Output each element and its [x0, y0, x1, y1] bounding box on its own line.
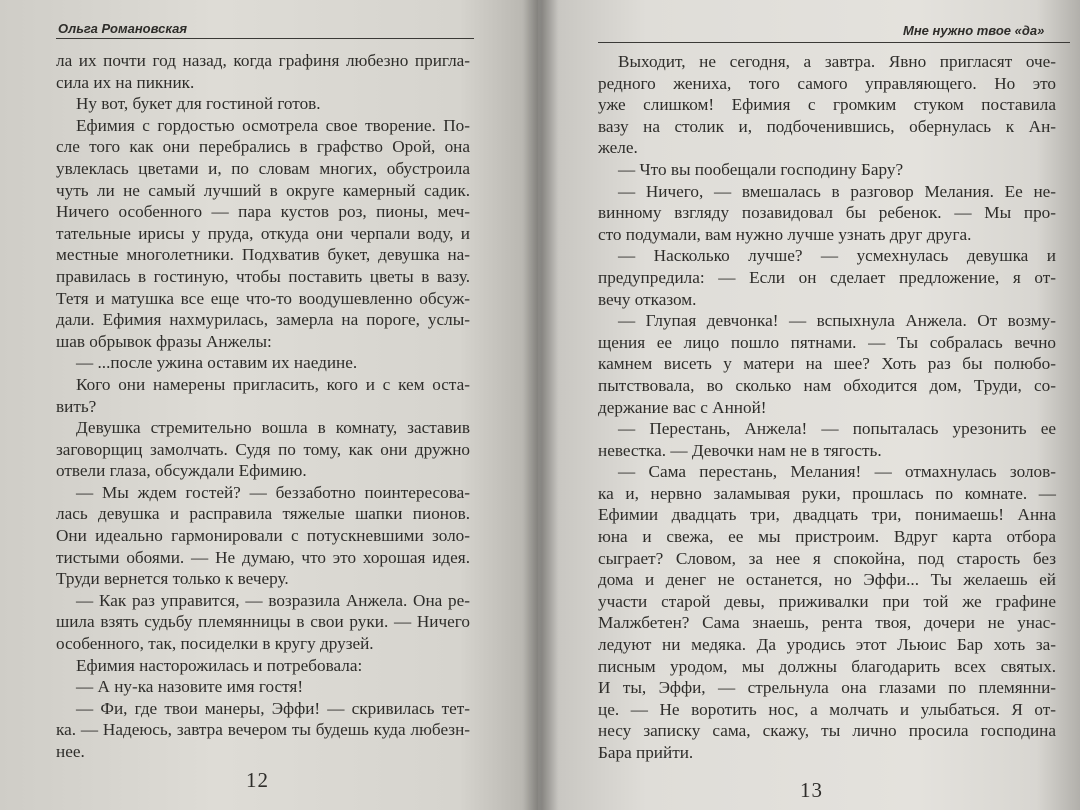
text-line: — Мы ждем гостей? — беззаботно поинтересова-: [76, 482, 470, 502]
text-line: — Как раз управится, — возразила Анжела. Она ре-: [76, 590, 470, 610]
text-line: — Что вы пообещали господину Бару?: [618, 159, 904, 179]
text-line: — Ничего, — вмешалась в разговор Мелания. Ее не-: [618, 181, 1056, 201]
text-line: желе.: [598, 138, 638, 158]
text-line: редного жениха, того самого управляющего. Но это: [598, 73, 1056, 93]
text-line: невестка. — Девочки нам не в тягость.: [598, 440, 882, 460]
text-line: вечу отказом.: [598, 289, 697, 309]
text-line: — Сама перестань, Мелания! — отмахнулась золов-: [618, 462, 1056, 482]
text-line: дали. Ефимия нахмурилась, замерла на пороге, услы-: [56, 310, 470, 330]
text-line: лась девушка и расправила тяжелые шапки пионов.: [56, 504, 470, 524]
text-line: Ничего особенного — пара кустов роз, пионы, меч-: [56, 202, 470, 222]
text-line: отвели глаза, обсуждали Ефимию.: [56, 461, 307, 481]
right-page-text: [598, 51, 1056, 764]
text-line: ка и, нервно заламывая руки, прошлась по комнате. —: [598, 483, 1056, 503]
text-line: Кого они намерены пригласить, кого и с кем оста-: [76, 374, 470, 394]
text-line: увлеклась цветами и, по словам многих, обустроила: [56, 158, 470, 178]
text-line: уже слишком! Ефимия с громким стуком поставила: [598, 95, 1056, 115]
text-line: местные многолетники. Подхватив букет, девушка на-: [56, 245, 470, 265]
text-line: И ты, Эффи, — стрельнула она глазами по племянни-: [598, 678, 1056, 698]
right-page-number: 13: [800, 778, 823, 802]
text-line: Ефимия с гордостью осмотрела свое творение. По-: [76, 115, 470, 135]
text-line: участи старой девы, приживалки при той же графине: [598, 591, 1056, 611]
text-line: — Насколько лучше? — усмехнулась девушка и: [618, 246, 1056, 266]
text-line: сле того как они перебрались в графство Орой, она: [56, 137, 470, 157]
text-line: сыграет? Словом, за нее я спокойна, под старость без: [598, 548, 1056, 568]
text-line: камнем висеть у матери на шее? Хоть раз бы полюбо-: [598, 354, 1056, 374]
text-line: нее.: [56, 742, 85, 761]
text-line: заговорщиц замолчать. Судя по тому, как они дружно: [56, 439, 470, 459]
text-line: — А ну-ка назовите имя гостя!: [76, 677, 304, 697]
text-line: — ...после ужина оставим их наедине.: [76, 353, 358, 373]
text-line: Тетя и матушка все еще что-то воодушевленно обсуж-: [56, 288, 470, 308]
text-line: щения ее лицо пошло пятнами. — Ты собралась вечно: [598, 332, 1056, 352]
text-line: Труди вернется только к вечеру.: [56, 569, 289, 589]
text-line: юна и свежа, ее мы пристроим. Вдруг карта отбора: [598, 527, 1056, 547]
text-line: Они идеально гармонировали с потускневшими золо-: [56, 526, 470, 546]
left-header-rule: [56, 38, 474, 39]
text-line: особенного, так, посиделки в кругу друзей.: [56, 634, 374, 654]
text-line: дома и денег не останется, но Эффи... Ты желаешь ей: [598, 570, 1056, 590]
right-page: [538, 0, 1080, 810]
text-line: несу записку сама, скажу, ты лично просила господина: [598, 721, 1056, 741]
text-line: пытствовала, во сколько нам обходится дом, Труди, со-: [598, 375, 1056, 395]
text-line: — Глупая девчонка! — вспыхнула Анжела. От возму-: [618, 311, 1056, 331]
text-line: тистыми обоями. — Не думаю, что это хорошая идея.: [56, 547, 470, 567]
right-page-header: Мне нужно твое «да»: [903, 23, 1045, 38]
text-line: ла их почти год назад, когда графиня любезно пригла-: [56, 51, 470, 70]
text-line: вить?: [56, 396, 97, 416]
text-line: Ефимии двадцать три, двадцать три, понимаешь! Анна: [598, 505, 1056, 525]
text-line: ледуют ни медяка. Да уродись этот Льюис Бар хоть за-: [598, 635, 1056, 655]
text-line: держание вас с Анной!: [598, 397, 767, 417]
text-line: сто подумали, вам нужно лучше узнать друг друга.: [598, 224, 972, 244]
text-line: правилась в гостиную, чтобы поставить цветы в вазу.: [56, 266, 470, 286]
text-line: — Фи, где твои манеры, Эффи! — скривилась тет-: [76, 698, 470, 718]
text-line: вазу на столик и, подбоченившись, обернулась к Ан-: [598, 116, 1056, 136]
text-line: сила их на пикник.: [56, 72, 195, 92]
text-line: — Перестань, Анжела! — попыталась урезонить ее: [618, 419, 1056, 439]
text-line: Малжбетен? Сама знаешь, рента твоя, дочери не унас-: [598, 613, 1056, 633]
text-line: Девушка стремительно вошла в комнату, заставив: [76, 418, 470, 438]
text-line: ка. — Надеюсь, завтра вечером ты будешь куда любезн-: [56, 720, 470, 740]
text-line: Ну вот, букет для гостиной готов.: [76, 94, 321, 114]
right-header-rule: [598, 42, 1070, 43]
text-line: це. — Не воротить нос, а молчать и улыбаться. Я от-: [598, 699, 1056, 719]
text-line: Ефимия насторожилась и потребовала:: [76, 655, 363, 675]
left-page-header: Ольга Романовская: [58, 21, 187, 36]
text-line: шав обрывок фразы Анжелы:: [56, 331, 272, 351]
text-line: чуть ли не самый лучший в округе камерный садик.: [56, 180, 470, 200]
text-line: шила взять судьбу племянницы в свои руки. — Ничего: [56, 612, 470, 632]
text-line: винному взгляду позавидовал бы ребенок. — Мы про-: [598, 203, 1056, 223]
text-line: Бара прийти.: [598, 743, 694, 762]
text-line: Выходит, не сегодня, а завтра. Явно пригласят оче-: [618, 52, 1056, 71]
left-page-number: 12: [246, 768, 269, 792]
text-line: тательные ирисы у пруда, откуда они черпали воду, и: [56, 223, 470, 243]
text-line: предупредила: — Если он сделает предложение, я от-: [598, 267, 1056, 287]
text-line: писным уродом, мы должны благодарить всех святых.: [598, 656, 1056, 676]
left-page-text: [56, 50, 470, 763]
